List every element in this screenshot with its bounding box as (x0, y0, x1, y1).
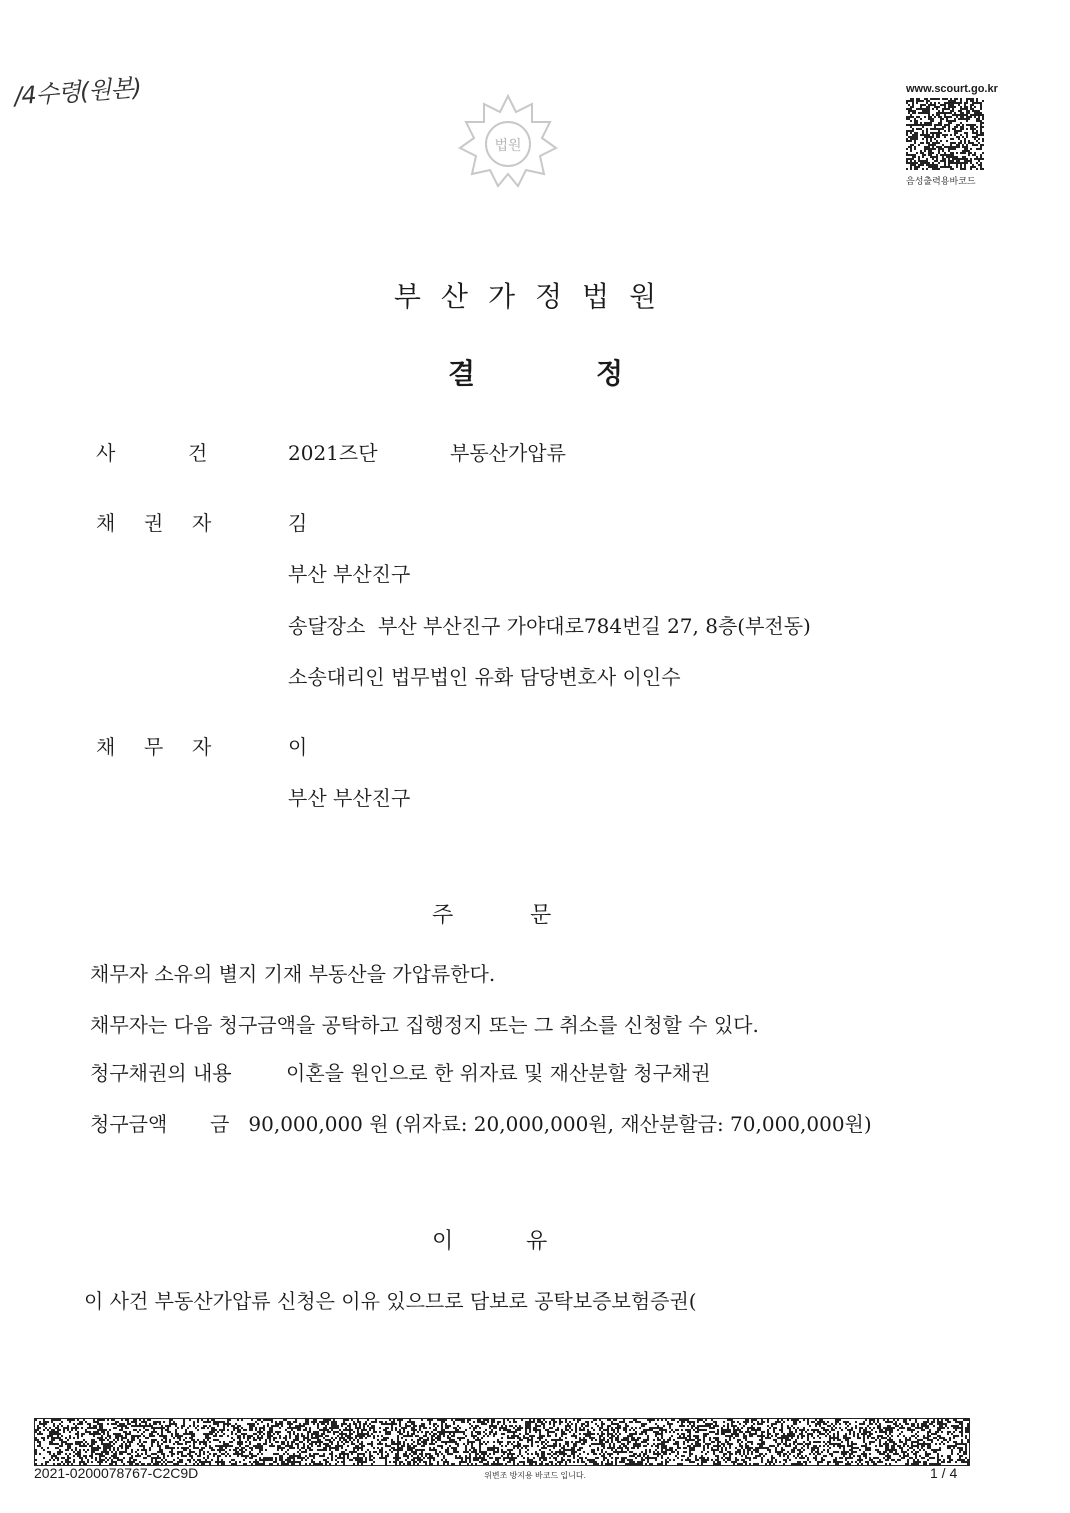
debtor-name: 이 (288, 735, 308, 759)
order-line: 채무자 소유의 별지 기재 부동산을 가압류한다. (90, 962, 496, 986)
amount-value: 금 90,000,000 원 (위자료: 20,000,000원, 재산분할금: 70,000,000원) (210, 1112, 872, 1136)
document-id: 2021-0200078767-C2C9D (34, 1465, 199, 1481)
reason-text: 이 사건 부동산가압류 신청은 이유 있으므로 담보로 공탁보증보험증권( (84, 1289, 697, 1313)
case-type: 부동산가압류 (450, 441, 566, 465)
claim-value: 이혼을 원인으로 한 위자료 및 재산분할 청구채권 (286, 1061, 711, 1085)
doc-type-char: 정 (596, 357, 624, 390)
doc-type-char: 결 (448, 357, 476, 390)
creditor-representative: 소송대리인 법무법인 유화 담당변호사 이인수 (288, 665, 681, 689)
reason-heading-1: 이 (432, 1229, 454, 1254)
barcode-caption: 음성출력용바코드 (906, 176, 976, 186)
order-heading-2: 문 (530, 903, 552, 928)
creditor-name: 김 (288, 511, 308, 535)
barcode-url: www.scourt.go.kr (906, 83, 998, 95)
page-number: 1 / 4 (930, 1465, 958, 1481)
seal-text: 법원 (494, 138, 522, 154)
court-seal-icon (448, 92, 568, 192)
anti-forgery-barcode-icon (34, 1418, 970, 1466)
document-type (0, 352, 1070, 392)
handwritten-note: /4수령(원본) (13, 73, 142, 111)
debtor-address: 부산 부산진구 (288, 786, 411, 810)
claim-label: 청구채권의 내용 (90, 1061, 232, 1085)
court-name: 부산가정법원 (393, 280, 677, 313)
order-line: 채무자는 다음 청구금액을 공탁하고 집행정지 또는 그 취소를 신청할 수 있다. (90, 1013, 759, 1037)
order-heading-1: 주 (432, 903, 454, 928)
creditor-service-address: 송달장소 부산 부산진구 가야대로784번길 27, 8층(부전동) (288, 614, 811, 638)
reason-heading-2: 유 (526, 1229, 548, 1254)
case-number: 2021즈단 (288, 441, 378, 465)
barcode-note: 위변조 방지용 바코드 입니다. (484, 1471, 586, 1480)
voice-barcode-icon (906, 98, 984, 170)
creditor-address: 부산 부산진구 (288, 562, 411, 586)
amount-label: 청구금액 (90, 1112, 168, 1136)
